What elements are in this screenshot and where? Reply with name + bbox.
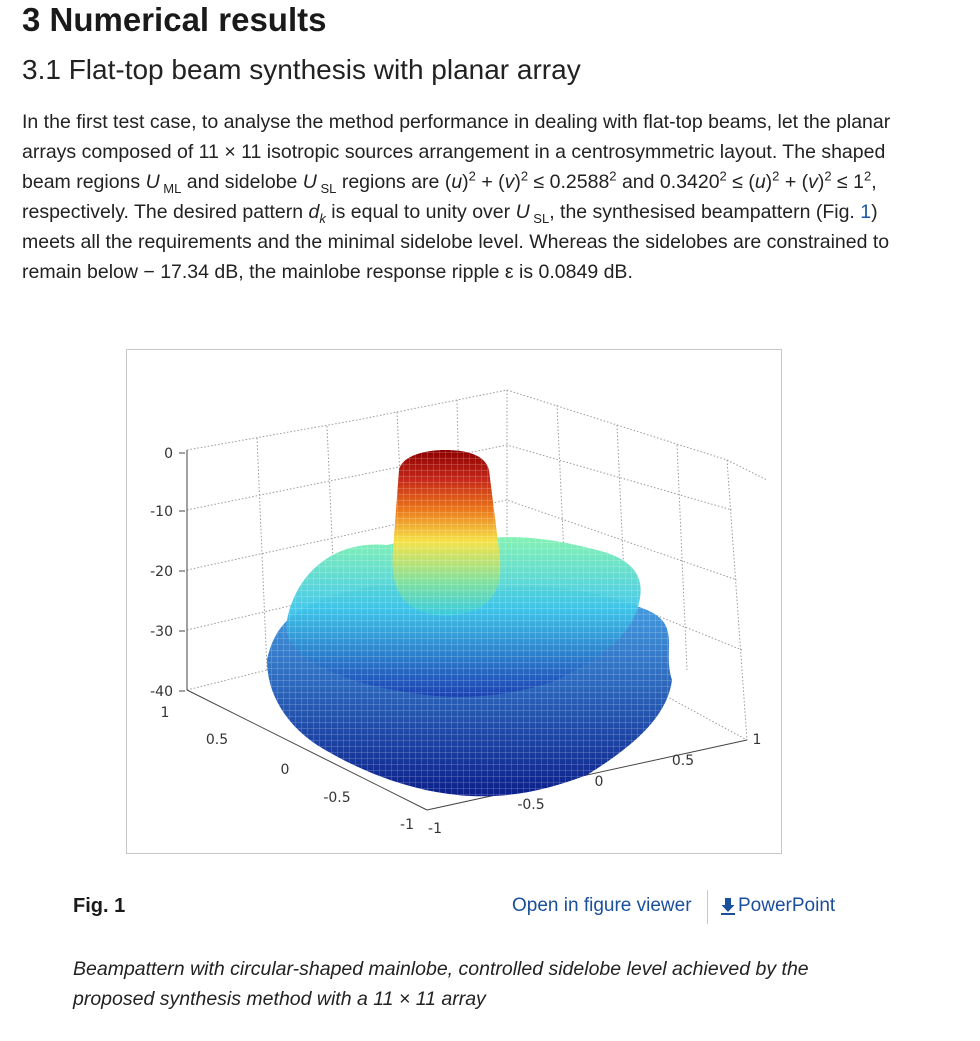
z-axis-ticks xyxy=(150,446,185,700)
download-icon xyxy=(720,897,736,915)
section-heading: 3 Numerical results xyxy=(22,1,327,38)
tick-label: -40 xyxy=(150,684,173,700)
tick-label: 0.5 xyxy=(671,753,695,769)
tick-label: -20 xyxy=(150,564,173,580)
tick-label: 0 xyxy=(594,774,604,790)
open-in-figure-viewer-link[interactable]: Open in figure viewer xyxy=(512,895,692,916)
beampattern-plot xyxy=(127,350,781,853)
tick-label: -1 xyxy=(400,817,414,833)
tick-label: -0.5 xyxy=(517,797,545,813)
tick-label: -30 xyxy=(150,624,173,640)
tick-label: 0 xyxy=(280,762,290,778)
body-paragraph: In the first test case, to analyse the method performance in dealing with flat-top beams, let the planar arrays composed of 11 × 11 isotropic sources arrangement in a centrosymmetric layout. The shaped beam regions U $_{ML}$ and sidelobe U $_{SL}$ regions are $(u)^2 + (v)^2 \le 0.2588^2$ and $0.3420^2 \le (u)^2 + (v)^2 \le 1^2$, respectively. The desired pattern $d_k$ is equal to unity over U $_{SL}$, the synthesised beampattern (Fig. 1) meets all the requirements and the minimal sidelobe level. Whereas the sidelobes are constrained to remain below − 17.34 dB, the mainlobe response ripple ε is 0.0849 dB. xyxy=(22,111,891,283)
figure-caption: Beampattern with circular-shaped mainlobe, controlled sidelobe level achieved by the proposed synthesis method with a 11 × 11 array xyxy=(73,958,809,1010)
tick-label: 1 xyxy=(160,705,170,721)
surface-mesh xyxy=(267,450,672,796)
figure-image[interactable] xyxy=(126,349,782,854)
subsection-heading: 3.1 Flat-top beam synthesis with planar array xyxy=(22,54,581,85)
link-divider xyxy=(707,890,708,924)
tick-label: 1 xyxy=(752,732,762,748)
figure-reference-link[interactable]: 1 xyxy=(860,201,872,223)
powerpoint-label: PowerPoint xyxy=(738,895,836,916)
tick-label: -10 xyxy=(150,504,173,520)
powerpoint-download-link[interactable] xyxy=(720,895,835,917)
figure-label: Fig. 1 xyxy=(73,895,126,917)
tick-label: -0.5 xyxy=(323,790,351,806)
tick-label: -1 xyxy=(428,821,442,837)
tick-label: 0.5 xyxy=(205,732,229,748)
tick-label: 0 xyxy=(164,446,173,462)
